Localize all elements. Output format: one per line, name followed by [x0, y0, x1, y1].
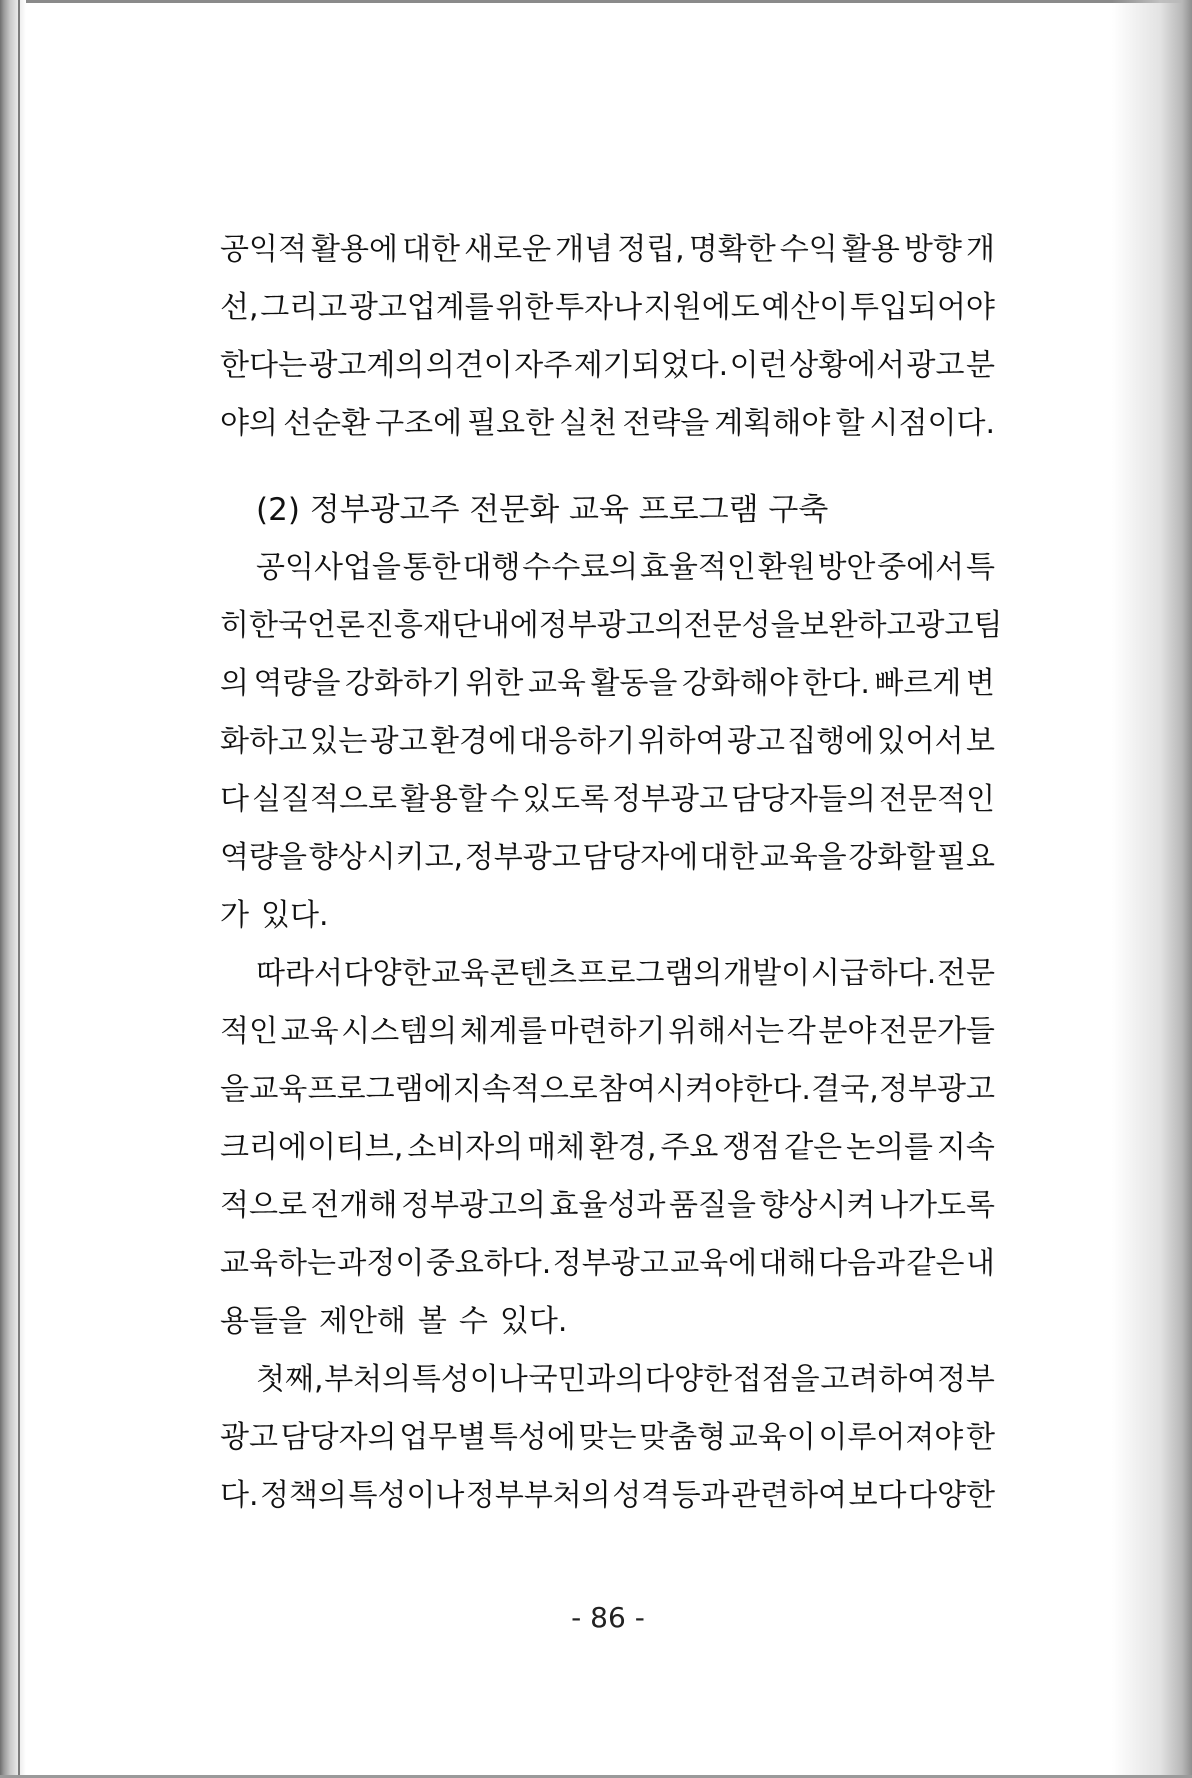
- word: 교육: [527, 666, 586, 701]
- word: 정부: [936, 1362, 995, 1397]
- word: 필요: [937, 840, 995, 875]
- word: 전략을: [622, 406, 710, 441]
- word: 담당자의: [280, 1420, 397, 1455]
- word: 적으로: [220, 1188, 307, 1223]
- word: 역량을: [220, 840, 307, 875]
- text-line: [220, 655, 995, 713]
- word: 한: [965, 1420, 995, 1455]
- word: 교육하는: [220, 1246, 336, 1281]
- word: 지속: [936, 1130, 995, 1165]
- word: 대응하기: [519, 724, 636, 759]
- text-line: [220, 1467, 995, 1525]
- word: 광고팀: [915, 608, 1003, 643]
- word: 정부광고: [612, 782, 729, 817]
- word: 특성이나: [411, 1362, 528, 1397]
- word: 효율적인: [639, 550, 756, 585]
- word: 시점이다.: [869, 406, 995, 441]
- word: 같은: [784, 1130, 843, 1165]
- word: 향상시키고,: [308, 840, 464, 875]
- word: 정립,: [617, 232, 685, 267]
- word: 정부부처의: [465, 1478, 611, 1513]
- word: 전개해: [310, 1188, 398, 1223]
- word: 같은: [906, 1246, 965, 1281]
- word: 위한: [465, 666, 524, 701]
- word: 예산이: [761, 290, 849, 325]
- word: 선순환: [283, 406, 371, 441]
- text-line: [220, 887, 995, 945]
- page-number: - 86 -: [571, 1601, 645, 1634]
- text-line: [220, 829, 995, 887]
- word: 크리에이티브,: [220, 1130, 404, 1165]
- word: 강화할: [848, 840, 936, 875]
- word: 대행: [462, 550, 521, 585]
- word: 이런: [729, 348, 788, 383]
- word: 관련하여: [731, 1478, 848, 1513]
- word: 선,: [220, 290, 259, 325]
- word: 담당자에: [582, 840, 699, 875]
- section-paragraph: [220, 1351, 995, 1525]
- word: 교육: [431, 956, 490, 991]
- word: 수: [490, 782, 520, 817]
- word: 성격: [612, 1478, 671, 1513]
- word: 전문성을: [683, 608, 800, 643]
- word: 프로그램의: [577, 956, 723, 991]
- word: 수수료의: [522, 550, 639, 585]
- word: 히: [220, 608, 249, 643]
- word: 광고계의: [308, 348, 425, 383]
- word: 있도록: [522, 782, 610, 817]
- word: 통한: [402, 550, 461, 585]
- word: 품질을: [669, 1188, 756, 1223]
- word: 주요: [660, 1130, 719, 1165]
- word: 활용에: [311, 232, 398, 267]
- word: 강화해야: [681, 666, 798, 701]
- word: 빠르게: [874, 666, 962, 701]
- word: 정부광고: [464, 840, 581, 875]
- word: 환원: [757, 550, 816, 585]
- word: 개발이: [723, 956, 811, 991]
- word: 국민과의: [528, 1362, 645, 1397]
- word: 지원에도: [643, 290, 760, 325]
- word: 공익사업을: [256, 550, 401, 585]
- word: 중요하다.: [425, 1246, 552, 1281]
- page-left-edge: [0, 0, 26, 1778]
- word: 용들을: [220, 1304, 307, 1339]
- word: 마련하기: [549, 1014, 666, 1049]
- word: 역량을: [253, 666, 341, 701]
- word: 교육: [249, 1072, 308, 1107]
- word: 다양한: [645, 1362, 732, 1397]
- body-text: [220, 221, 1003, 1525]
- word: 강화하기: [345, 666, 461, 701]
- word: 개: [965, 232, 995, 267]
- word: 과정이: [337, 1246, 425, 1281]
- word: 투입되어야: [850, 290, 995, 325]
- word: 콘텐츠: [489, 956, 577, 991]
- word: 이루어져야: [818, 1420, 964, 1455]
- word: 한다.: [802, 666, 870, 701]
- text-line: [220, 1119, 995, 1177]
- word: 지속적으로: [452, 1072, 598, 1107]
- word: 환경,: [589, 1130, 657, 1165]
- word: 첫째,: [256, 1362, 324, 1397]
- word: 필요한: [467, 406, 555, 441]
- word: 한다.: [743, 1072, 811, 1107]
- word: 정책의: [260, 1478, 347, 1513]
- word: 향상시켜: [759, 1188, 876, 1223]
- word: 부처의: [324, 1362, 412, 1397]
- word: 논의를: [846, 1130, 934, 1165]
- word: 을: [220, 1072, 249, 1107]
- word: 교육에: [670, 1246, 758, 1281]
- text-line: [220, 597, 1003, 655]
- word: 정부광고의: [401, 1188, 546, 1223]
- word: 맞춤형: [639, 1420, 727, 1455]
- word: 방안: [817, 550, 876, 585]
- text-line: [220, 395, 995, 453]
- word: 분야: [818, 1014, 877, 1049]
- section-paragraph: [220, 945, 995, 1351]
- word: 대한: [700, 840, 759, 875]
- word: 접점을: [732, 1362, 820, 1397]
- text-line: [220, 337, 995, 395]
- word: 보완하고: [799, 608, 916, 643]
- word: 보: [965, 724, 995, 759]
- word: 자주: [514, 348, 573, 383]
- word: 다: [220, 782, 249, 817]
- word: 야의: [220, 406, 278, 441]
- text-line: [220, 221, 995, 279]
- word: 있다.: [260, 898, 329, 933]
- word: 환경에: [430, 724, 517, 759]
- text-line: [220, 279, 995, 337]
- word: 교육을: [759, 840, 847, 875]
- text-line: [220, 1061, 995, 1119]
- word: 전문적인: [879, 782, 995, 817]
- word: 다양한: [908, 1478, 995, 1513]
- section-gap: [220, 453, 995, 481]
- word: 담당자들의: [731, 782, 876, 817]
- text-line: [220, 1351, 995, 1409]
- word: 있다.: [499, 1304, 568, 1339]
- word: 활용할: [400, 782, 487, 817]
- word: 한다는: [220, 348, 307, 383]
- word: 명확한: [688, 232, 776, 267]
- word: 새로운: [464, 232, 552, 267]
- word: 고려하여: [820, 1362, 937, 1397]
- word: 제기되었다.: [573, 348, 729, 383]
- word: 결국,: [811, 1072, 879, 1107]
- word: 따라서: [256, 956, 343, 991]
- word: 있는: [309, 724, 368, 759]
- word: 참여시켜야: [598, 1072, 744, 1107]
- text-line: [220, 771, 995, 829]
- word: 위한: [495, 290, 554, 325]
- word: 가: [220, 898, 249, 933]
- word: 소비자의: [407, 1130, 524, 1165]
- word: 다음과: [818, 1246, 906, 1281]
- word: 공익적: [220, 232, 307, 267]
- word: 업무별: [399, 1420, 487, 1455]
- word: 변: [965, 666, 995, 701]
- word: 쟁점: [722, 1130, 781, 1165]
- word: 대해: [758, 1246, 817, 1281]
- word: 한국언론진흥재단: [248, 608, 481, 643]
- word: 있어서: [876, 724, 964, 759]
- word: 내에: [480, 608, 539, 643]
- word: 교육: [280, 1014, 339, 1049]
- word: 활동을: [590, 666, 678, 701]
- word: 대한: [402, 232, 461, 267]
- word: 정부광고: [552, 1246, 669, 1281]
- word: 위하여: [637, 724, 725, 759]
- word: 투자나: [555, 290, 643, 325]
- text-line: [220, 1293, 995, 1351]
- word: 광고: [369, 724, 428, 759]
- word: 수: [458, 1304, 488, 1339]
- word: 집행에: [787, 724, 875, 759]
- word: 그리고: [260, 290, 348, 325]
- word: 할: [835, 406, 865, 441]
- word: 교육이: [728, 1420, 816, 1455]
- word: 구조에: [375, 406, 463, 441]
- word: 내: [965, 1246, 995, 1281]
- word: 활용: [841, 232, 900, 267]
- word: 볼: [417, 1304, 447, 1339]
- word: 다.: [220, 1478, 259, 1513]
- text-line: [220, 713, 995, 771]
- intro-paragraph: [220, 221, 995, 453]
- word: 정부광고: [879, 1072, 995, 1107]
- page-binding-line: [18, 0, 20, 1778]
- word: 등과: [671, 1478, 730, 1513]
- word: 분: [965, 348, 995, 383]
- text-line: [220, 1235, 995, 1293]
- word: 맞는: [578, 1420, 637, 1455]
- word: 중에서: [877, 550, 965, 585]
- word: 계획해야: [714, 406, 831, 441]
- word: 프로그램에: [307, 1072, 453, 1107]
- word: 광고: [906, 348, 965, 383]
- section-heading: (2) 정부광고주 전문화 교육 프로그램 구축: [256, 492, 829, 528]
- word: 의견이: [425, 348, 513, 383]
- word: 광고: [726, 724, 785, 759]
- word: 각: [786, 1014, 816, 1049]
- word: 다양한: [343, 956, 431, 991]
- word: 특: [965, 550, 995, 585]
- word: 보다: [848, 1478, 907, 1513]
- word: 수익: [779, 232, 838, 267]
- word: 나가도록: [879, 1188, 995, 1223]
- word: 정부광고의: [538, 608, 684, 643]
- text-line: [220, 1409, 995, 1467]
- word: 체계를: [459, 1014, 547, 1049]
- word: 시스템의: [341, 1014, 458, 1049]
- word: 매체: [527, 1130, 586, 1165]
- word: 의: [220, 666, 249, 701]
- word: 방향: [903, 232, 962, 267]
- text-line: [220, 539, 995, 597]
- word: 특성에: [488, 1420, 576, 1455]
- word: 상황에서: [789, 348, 906, 383]
- word: 광고업계를: [348, 290, 494, 325]
- word: 효율성과: [549, 1188, 666, 1223]
- word: 전문가들: [878, 1014, 995, 1049]
- page-right-shadow: [1112, 0, 1192, 1778]
- word: 특성이나: [348, 1478, 465, 1513]
- word: 실질적으로: [252, 782, 397, 817]
- word: 시급하다.: [810, 956, 937, 991]
- text-line: [220, 1003, 995, 1061]
- word: 위해서는: [668, 1014, 785, 1049]
- word: 광고: [220, 1420, 278, 1455]
- word: 실천: [559, 406, 618, 441]
- text-line: [220, 1177, 995, 1235]
- text-line: [220, 945, 995, 1003]
- word: 개념: [555, 232, 614, 267]
- page-top-edge: [0, 0, 1192, 3]
- word: 제안해: [318, 1304, 406, 1339]
- word: 화하고: [220, 724, 307, 759]
- word: 적인: [220, 1014, 278, 1049]
- word: 전문: [936, 956, 995, 991]
- section-paragraph: [220, 539, 1003, 945]
